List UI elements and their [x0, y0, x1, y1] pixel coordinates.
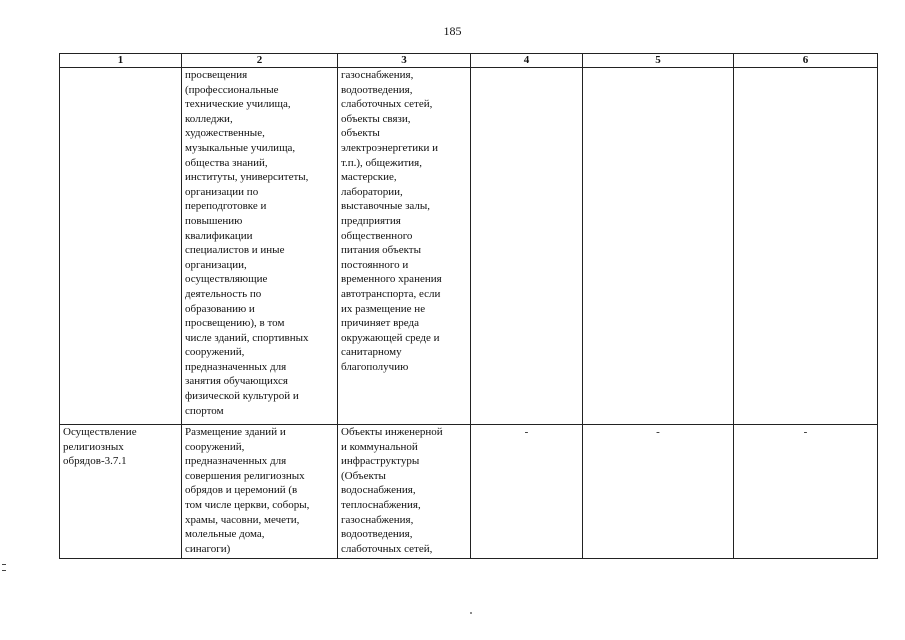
- table-cell-auxiliary-uses: Объекты инженерной и коммунальной инфраструктуры (Объекты водоснабжения, теплоснабжения, газоснабжения, водоотведения, слаботочных сетей,: [338, 425, 471, 559]
- table-cell-col4: -: [471, 425, 583, 559]
- land-use-table: [59, 53, 878, 559]
- table-row: [60, 68, 878, 425]
- table-cell-use-type: [60, 68, 182, 425]
- scan-artifact-dot: [470, 612, 472, 614]
- table-cell-description: просвещения (профессиональные технические училища, колледжи, художественные, музыкальные училища, общества знаний, институты, университеты, организации по переподготовке и повышению квалификации специалистов и иные организации, осуществляющие деятельность по образованию и просвещению), в том числе зданий, спортивных сооружений, предназначенных для занятия обучающихся физической культурой и спортом: [182, 68, 338, 425]
- column-header-6: 6: [734, 54, 878, 68]
- column-header-2: 2: [182, 54, 338, 68]
- column-header-3: 3: [338, 54, 471, 68]
- column-header-5: 5: [583, 54, 734, 68]
- table-header-row: [60, 54, 878, 68]
- page-number: 185: [443, 24, 462, 38]
- table-cell-col5: [583, 68, 734, 425]
- column-header-4: 4: [471, 54, 583, 68]
- table-cell-use-type: Осуществление религиозных обрядов-3.7.1: [60, 425, 182, 559]
- table-cell-col5: -: [583, 425, 734, 559]
- column-header-1: 1: [60, 54, 182, 68]
- table-cell-description: Размещение зданий и сооружений, предназначенных для совершения религиозных обрядов и церемоний (в том числе церкви, соборы, храмы, часовни, мечети, молельные дома, синагоги): [182, 425, 338, 559]
- table-cell-col4: [471, 68, 583, 425]
- table-row: [60, 425, 878, 559]
- table-cell-col6: [734, 68, 878, 425]
- table-cell-auxiliary-uses: газоснабжения, водоотведения, слаботочных сетей, объекты связи, объекты электроэнергетики и т.п.), общежития, мастерские, лаборатории, выставочные залы, предприятия общественного питания объекты постоянного и временного хранения автотранспорта, если их размещение не причиняет вреда окружающей среде и санитарному благополучию: [338, 68, 471, 425]
- scan-margin-mark: [2, 564, 6, 571]
- table-cell-col6: -: [734, 425, 878, 559]
